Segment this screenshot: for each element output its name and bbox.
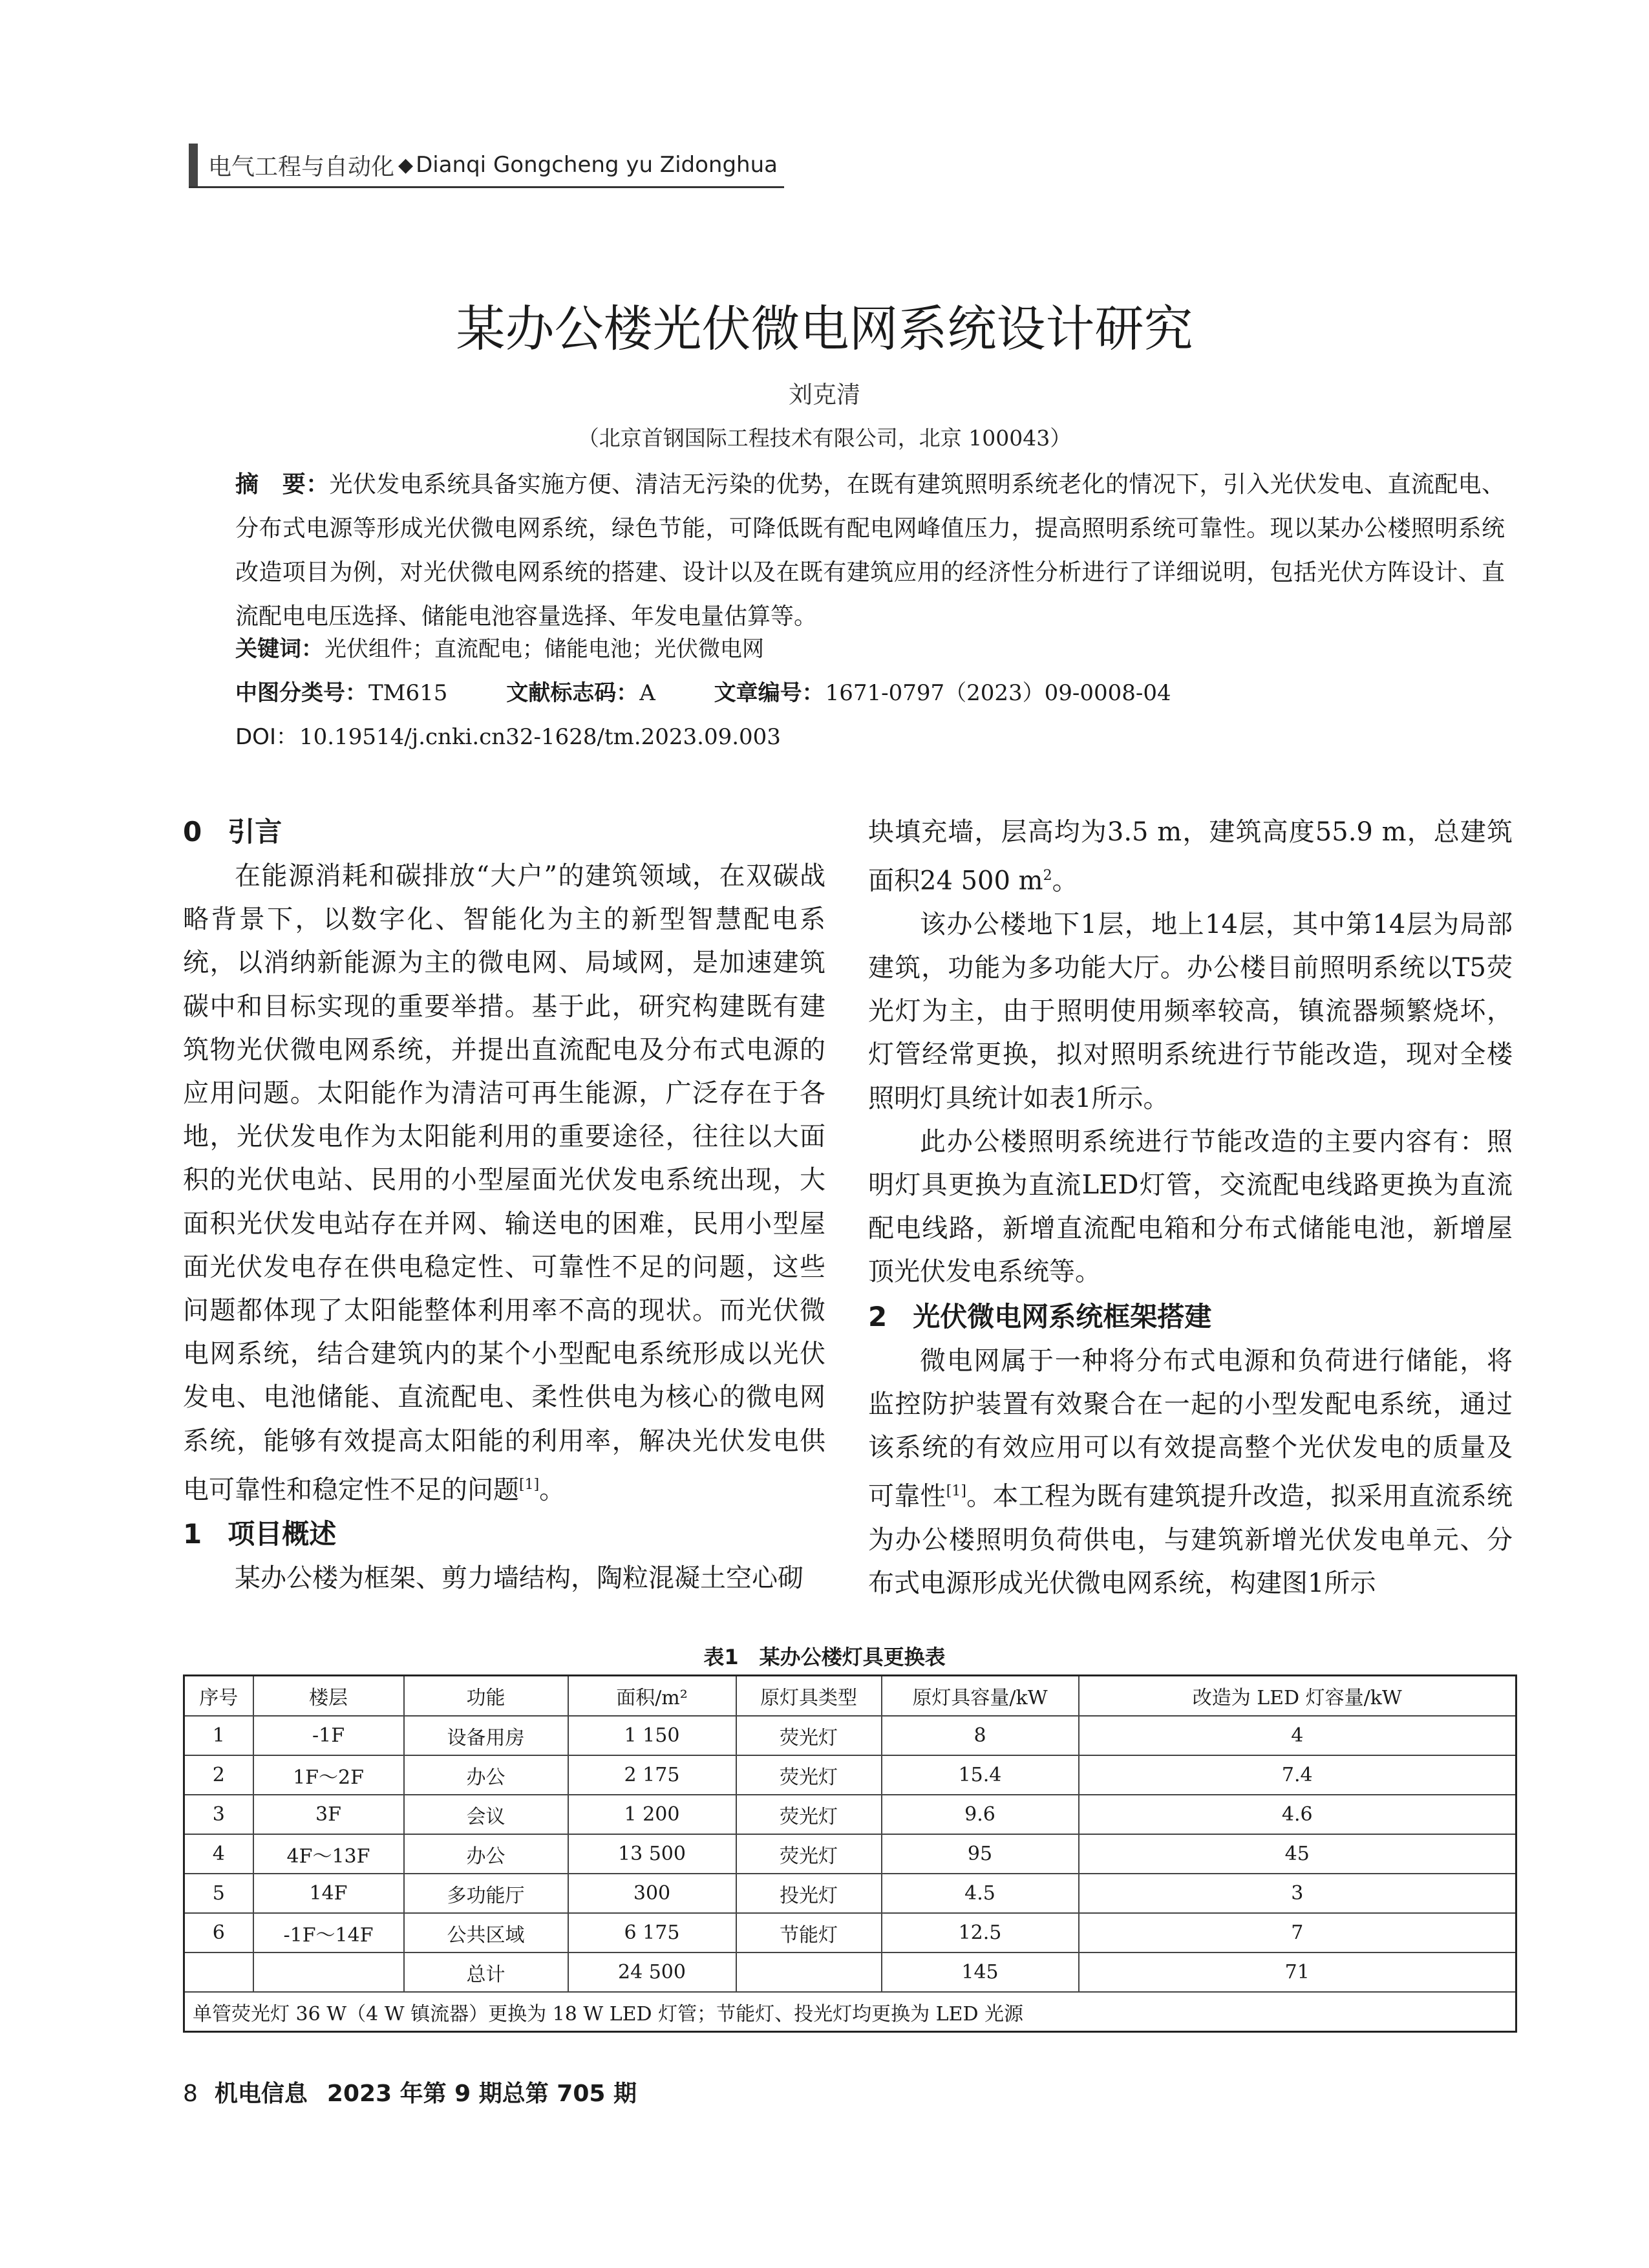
table-cell: 设备用房 bbox=[404, 1716, 568, 1755]
page-footer bbox=[183, 2075, 637, 2108]
table-cell: 1F～2F bbox=[253, 1755, 404, 1795]
table-row bbox=[184, 1874, 1516, 1913]
table-cell: 145 bbox=[882, 1952, 1079, 1992]
section-heading-0: 0 引言 bbox=[183, 816, 282, 848]
table-cell: 会议 bbox=[404, 1795, 568, 1834]
table-cell: 95 bbox=[882, 1834, 1079, 1874]
header-marker-bar bbox=[189, 144, 198, 186]
table-header-cell: 原灯具容量/kW bbox=[882, 1676, 1079, 1717]
table-header-cell: 楼层 bbox=[253, 1676, 404, 1717]
table-cell: -1F bbox=[253, 1716, 404, 1755]
table-cell: 总计 bbox=[404, 1952, 568, 1992]
table-cell: 荧光灯 bbox=[736, 1755, 882, 1795]
issue-info: 2023 年第 9 期总第 705 期 bbox=[326, 2081, 637, 2107]
table-cell: 节能灯 bbox=[736, 1913, 882, 1952]
doc-code-label: 文献标志码： bbox=[506, 680, 639, 706]
table-cell: 2 bbox=[184, 1755, 253, 1795]
table-cell: 3 bbox=[1079, 1874, 1516, 1913]
table-cell: 多功能厅 bbox=[404, 1874, 568, 1913]
table-cell bbox=[253, 1952, 404, 1992]
running-header bbox=[189, 144, 784, 188]
citation-ref: [1] bbox=[946, 1483, 966, 1500]
table-cell: 4.6 bbox=[1079, 1795, 1516, 1834]
table-cell: 6 bbox=[184, 1913, 253, 1952]
table-row bbox=[184, 1834, 1516, 1874]
table-cell: 13 500 bbox=[568, 1834, 736, 1874]
table-header-cell: 序号 bbox=[184, 1676, 253, 1717]
paper-title: 某办公楼光伏微电网系统设计研究 bbox=[456, 300, 1193, 358]
table-cell: 3F bbox=[253, 1795, 404, 1834]
table-cell: 7 bbox=[1079, 1913, 1516, 1952]
microgrid-paragraph: 微电网属于一种将分布式电源和负荷进行储能，将监控防护装置有效聚合在一起的小型发配电系统，通过该系统的有效应用可以有效提高整个光伏发电的质量及可靠性[1]。本工程为既有建筑提升改造，拟采用直流系统为办公楼照明负荷供电，与建筑新增光伏发电单元、分布式电源形成光伏微电网系统，构建图1所示 bbox=[868, 1345, 1513, 1598]
table-total-row bbox=[184, 1952, 1516, 1992]
section-heading-1: 1 项目概述 bbox=[183, 1518, 337, 1550]
table-cell bbox=[736, 1952, 882, 1992]
table-cell: 5 bbox=[184, 1874, 253, 1913]
table-cell: 24 500 bbox=[568, 1952, 736, 1992]
table-cell: 4 bbox=[1079, 1716, 1516, 1755]
doc-code-value: A bbox=[639, 680, 655, 706]
doi-label: DOI： bbox=[235, 724, 298, 750]
table-row bbox=[184, 1795, 1516, 1834]
table-cell: 2 175 bbox=[568, 1755, 736, 1795]
table-header-cell: 原灯具类型 bbox=[736, 1676, 882, 1717]
table-row bbox=[184, 1716, 1516, 1755]
table-cell: 4.5 bbox=[882, 1874, 1079, 1913]
table-cell: 71 bbox=[1079, 1952, 1516, 1992]
table-cell: 300 bbox=[568, 1874, 736, 1913]
table-header-cell: 功能 bbox=[404, 1676, 568, 1717]
table-note-row bbox=[184, 1992, 1516, 2032]
table-cell: 荧光灯 bbox=[736, 1795, 882, 1834]
overview-paragraph-start: 某办公楼为框架、剪力墙结构，陶粒混凝土空心砌 bbox=[235, 1563, 803, 1594]
table-cell bbox=[184, 1952, 253, 1992]
citation-ref: [1] bbox=[519, 1476, 540, 1493]
table-caption: 表1 某办公楼灯具更换表 bbox=[703, 1645, 946, 1669]
diamond-separator-icon: ◆ bbox=[398, 153, 414, 177]
abstract-label: 摘 要： bbox=[235, 471, 330, 498]
table-cell: 荧光灯 bbox=[736, 1834, 882, 1874]
journal-section-cn: 电气工程与自动化 bbox=[208, 153, 395, 180]
table-cell: 荧光灯 bbox=[736, 1716, 882, 1755]
overview-paragraph-3: 此办公楼照明系统进行节能改造的主要内容有：照明灯具更换为直流LED灯管，交流配电线路更换为直流配电线路，新增直流配电箱和分布式储能电池，新增屋顶光伏发电系统等。 bbox=[868, 1126, 1513, 1287]
overview-paragraph-cont: 块填充墙，层高均为3.5 m，建筑高度55.9 m，总建筑面积24 500 $m^2$。 bbox=[868, 817, 1513, 896]
table-cell: 15.4 bbox=[882, 1755, 1079, 1795]
table-cell: 1 200 bbox=[568, 1795, 736, 1834]
table-cell: 6 175 bbox=[568, 1913, 736, 1952]
table-cell: 公共区域 bbox=[404, 1913, 568, 1952]
table-cell: 3 bbox=[184, 1795, 253, 1834]
left-column bbox=[183, 809, 825, 1601]
table-cell: 4F～13F bbox=[253, 1834, 404, 1874]
keywords-text: 光伏组件；直流配电；储能电池；光伏微电网 bbox=[324, 636, 764, 662]
author-name: 刘克清 bbox=[789, 381, 860, 409]
keywords-label: 关键词： bbox=[235, 636, 323, 662]
overview-paragraph-2: 该办公楼地下1层，地上14层，其中第14层为局部建筑，功能为多功能大厅。办公楼目前照明系统以T5荧光灯为主，由于照明使用频率较高，镇流器频繁烧坏，灯管经常更换，拟对照明系统进行节能改造，现对全楼照明灯具统计如表1所示。 bbox=[868, 909, 1513, 1113]
table-cell: 8 bbox=[882, 1716, 1079, 1755]
table-cell: 9.6 bbox=[882, 1795, 1079, 1834]
doi-line bbox=[235, 719, 781, 751]
table-cell: 12.5 bbox=[882, 1913, 1079, 1952]
right-column bbox=[868, 811, 1513, 1605]
lamp-replacement-table bbox=[183, 1674, 1517, 2033]
table-row bbox=[184, 1913, 1516, 1952]
table-cell: 办公 bbox=[404, 1834, 568, 1874]
table-cell: 4 bbox=[184, 1834, 253, 1874]
keywords-line bbox=[235, 631, 764, 663]
table-cell: 投光灯 bbox=[736, 1874, 882, 1913]
table-cell: 14F bbox=[253, 1874, 404, 1913]
intro-paragraph: 在能源消耗和碳排放“大户”的建筑领域，在双碳战略背景下，以数字化、智能化为主的新型智慧配电系统，以消纳新能源为主的微电网、局域网，是加速建筑碳中和目标实现的重要举措。基于此，研究构建既有建筑物光伏微电网系统，并提出直流配电及分布式电源的应用问题。太阳能作为清洁可再生能源，广泛存在于各地，光伏发电作为太阳能利用的重要途径，往往以大面积的光伏电站、民用的小型屋面光伏发电系统出现，大面积光伏发电站存在并网、输送电的困难，民用小型屋面光伏发电存在供电稳定性、可靠性不足的问题，这些问题都体现了太阳能整体利用率不高的现状。而光伏微电网系统，结合建筑内的某个小型配电系统形成以光伏发电、电池储能、直流配电、柔性供电为核心的微电网系统，能够有效提高太阳能的利用率，解决光伏发电供电可靠性和稳定性不足的问题[1]。 bbox=[183, 861, 825, 1505]
article-number-label: 文章编号： bbox=[714, 680, 824, 706]
page-number: 8 bbox=[183, 2081, 198, 2107]
table-row bbox=[184, 1755, 1516, 1795]
table-note: 单管荧光灯 36 W（4 W 镇流器）更换为 18 W LED 灯管；节能灯、投光灯均更换为 LED 光源 bbox=[184, 1992, 1516, 2032]
table-header-cell: 改造为 LED 灯容量/kW bbox=[1079, 1676, 1516, 1717]
classification-line bbox=[235, 675, 1171, 707]
table-header-row bbox=[184, 1676, 1516, 1717]
section-heading-2: 2 光伏微电网系统框架搭建 bbox=[868, 1300, 1212, 1332]
journal-section-pinyin: Dianqi Gongcheng yu Zidonghua bbox=[416, 152, 778, 178]
clc-label: 中图分类号： bbox=[235, 680, 367, 706]
table-header-cell: 面积/m² bbox=[568, 1676, 736, 1717]
table-cell: 办公 bbox=[404, 1755, 568, 1795]
article-number-value: 1671-0797（2023）09-0008-04 bbox=[825, 680, 1171, 706]
abstract-text: 光伏发电系统具备实施方便、清洁无污染的优势，在既有建筑照明系统老化的情况下，引入光伏发电、直流配电、分布式电源等形成光伏微电网系统，绿色节能，可降低既有配电网峰值压力，提高照明系统可靠性。现以某办公楼照明系统改造项目为例，对光伏微电网系统的搭建、设计以及在既有建筑应用的经济性分析进行了详细说明，包括光伏方阵设计、直流配电电压选择、储能电池容量选择、年发电量估算等。 bbox=[235, 471, 1505, 630]
author-affiliation: （北京首钢国际工程技术有限公司，北京 100043） bbox=[577, 425, 1072, 451]
table-cell: -1F～14F bbox=[253, 1913, 404, 1952]
clc-value: TM615 bbox=[368, 680, 448, 706]
table-cell: 45 bbox=[1079, 1834, 1516, 1874]
abstract bbox=[235, 463, 1505, 639]
doi-value: 10.19514/j.cnki.cn32-1628/tm.2023.09.003 bbox=[299, 724, 781, 750]
table-cell: 1 150 bbox=[568, 1716, 736, 1755]
table-cell: 7.4 bbox=[1079, 1755, 1516, 1795]
journal-name: 机电信息 bbox=[214, 2081, 308, 2107]
table-cell: 1 bbox=[184, 1716, 253, 1755]
